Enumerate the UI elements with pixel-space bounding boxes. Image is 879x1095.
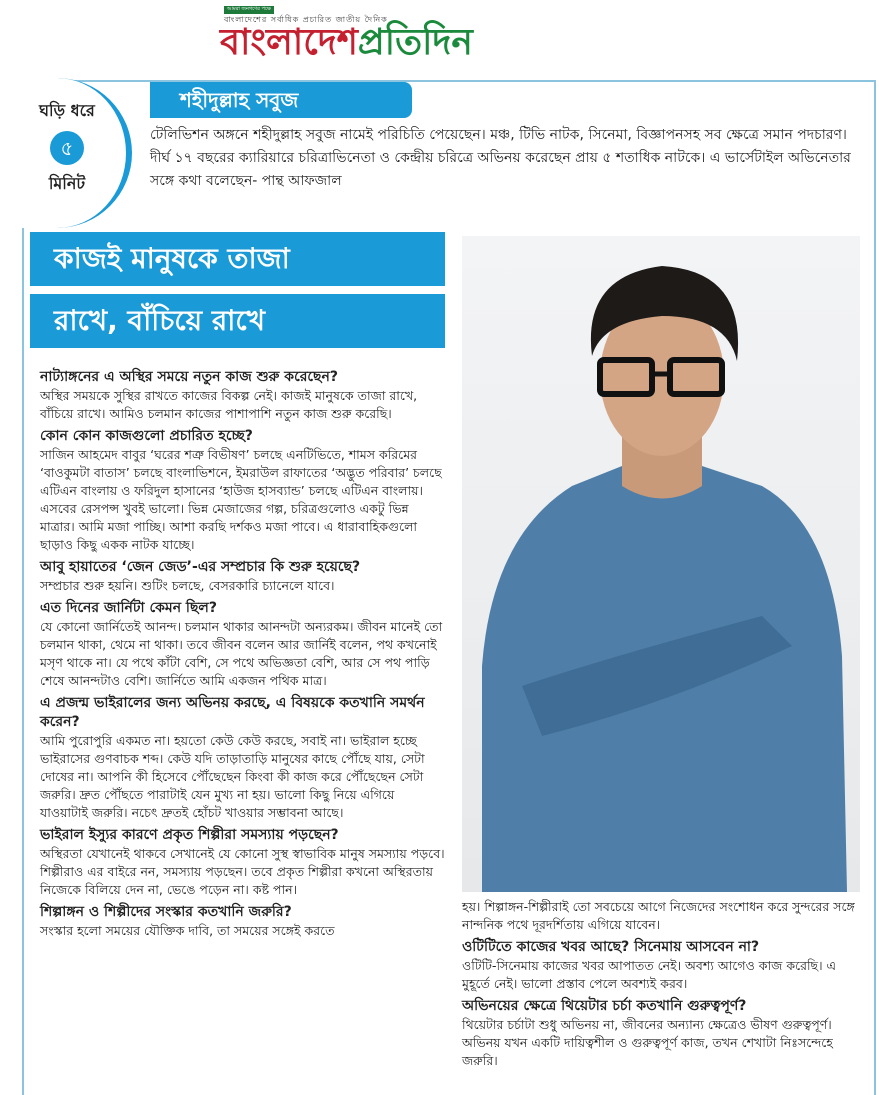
- masthead: [220, 4, 560, 66]
- question: আবু হায়াতের ‘জেন জেড’-এর সম্প্রচার কি শুরু হয়েছে?: [40, 559, 361, 575]
- newspaper-logo: [220, 20, 473, 66]
- headline: [30, 232, 445, 352]
- answer: সাজিন আহমেদ বাবুর ‘ঘরের শত্রু বিভীষণ’ চলছে এনটিভিতে, শামস করিমের ‘বাওকুমটা বাতাস’ চলছে বাংলাভিশনে, ইমরাউল রাফাতের ‘অদ্ভুত পরিবার’ চলছে এটিএন বাংলায় ও ফরিদুল হাসানের ‘হাউজ হাসব্যান্ড’ চলছে এটিএন বাংলায়। এসবের রেসপন্স খুবই ভালো। ভিন্ন মেজাজের গল্প, চরিত্রগুলোও একটু ভিন্ন মাত্রার। আমি মজা পাচ্ছি। আশা করছি দর্শকও মজা পাবে। এ ধারাবাহিকগুলো ছাড়াও কিছু একক নাটক যাচ্ছে।: [40, 447, 442, 552]
- masthead-subtitle: বাংলাদেশের সর্বাধিক প্রচারিত জাতীয় দৈনিক: [224, 15, 388, 24]
- answer: অস্থির সময়কে সুস্থির রাখতে কাজের বিকল্প নেই। কাজই মানুষকে তাজা রাখে, বাঁচিয়ে রাখে। আমিও চলমান কাজের পাশাপাশি নতুন কাজ শুরু করেছি।: [40, 388, 418, 421]
- question: শিল্পাঙ্গন ও শিল্পীদের সংস্কার কতখানি জরুরি?: [40, 904, 292, 920]
- logo-red-part: বাংলাদেশ: [220, 22, 358, 63]
- answer: থিয়েটার চর্চাটা শুধু অভিনয় না, জীবনের অন্যান্য ক্ষেত্রেও ভীষণ গুরুত্বপূর্ণ। অভিনয় যখন একটি দায়িত্বশীল ও গুরুত্বপূর্ণ কাজ, তখন শেখাটা নিঃসন্দেহে জরুরি।: [462, 1017, 833, 1068]
- headline-line: রাখে, বাঁচিয়ে রাখে: [30, 294, 445, 348]
- question: কোন কোন কাজগুলো প্রচারিত হচ্ছে?: [40, 428, 253, 444]
- question: নাট্যাঙ্গনের এ অস্থির সময়ে নতুন কাজ শুরু করেছেন?: [40, 369, 338, 385]
- badge-number: ৫: [50, 131, 84, 165]
- question: এ প্রজন্ম ভাইরালের জন্য অভিনয় করছে, এ বিষয়কে কতখানি সমর্থন করেন?: [40, 695, 425, 730]
- logo-green-part: প্রতিদিন: [357, 22, 473, 63]
- qa-item: [40, 694, 445, 822]
- badge-bottom: মিনিট: [48, 174, 86, 193]
- qa-item: [40, 599, 445, 690]
- qa-item: [40, 826, 445, 899]
- right-column: [462, 898, 862, 1070]
- headline-line: কাজই মানুষকে তাজা: [30, 232, 445, 286]
- interviewee-name: শহীদুল্লাহ সবুজ: [150, 82, 412, 118]
- qa-item: [462, 938, 862, 993]
- question: ভাইরাল ইস্যুর কারণে প্রকৃত শিল্পীরা সমস্যায় পড়ছেন?: [40, 827, 339, 843]
- answer: অস্থিরতা যেখানেই থাকবে সেখানেই যে কোনো সুস্থ স্বাভাবিক মানুষ সমস্যায় পড়বে। শিল্পীরাও এর বাইরে নন, সমস্যায় পড়ছেন। তবে প্রকৃত শিল্পীরা কখনো অস্থিরতায় নিজেকে বিলিয়ে দেন না, ভেঙে পড়েন না। কষ্ট পান।: [40, 846, 445, 897]
- qa-item: [462, 997, 862, 1070]
- answer: যে কোনো জার্নিতেই আনন্দ। চলমান থাকার আনন্দটা অন্যরকম। জীবন মানেই তো চলমান থাকা, থেমে না থাকা। তবে জীবন বলেন আর জার্নিই বলেন, পথ কখনোই মসৃণ থাকে না। যে পথে কাঁটা বেশি, সে পথে অভিজ্ঞতা বেশি, আর সে পথ পাড়ি শেষে আনন্দটাও বেশি। জার্নিতে আমি একজন পথিক মাত্র।: [40, 619, 443, 688]
- question: ওটিটিতে কাজের খবর আছে? সিনেমায় আসবেন না?: [462, 939, 760, 955]
- answer: ওটিটি-সিনেমায় কাজের খবর আপাতত নেই। অবশ্য আগেও কাজ করেছি। এ মুহূর্তে নেই। ভালো প্রস্তাব পেলে অবশ্যই করব।: [462, 958, 837, 991]
- question: অভিনয়ের ক্ষেত্রে থিয়েটার চর্চা কতখানি গুরুত্বপূর্ণ?: [462, 998, 747, 1014]
- badge-top: ঘড়ি ধরে: [39, 101, 95, 120]
- question: এত দিনের জার্নিটা কেমন ছিল?: [40, 600, 217, 616]
- answer: সম্প্রচার শুরু হয়নি। শুটিং চলছে, বেসরকারি চ্যানেলে যাবে।: [40, 578, 335, 593]
- answer: আমি পুরোপুরি একমত না। হয়তো কেউ কেউ করছে, সবাই না। ভাইরাল হচ্ছে ভাইরাসের গুণবাচক শব্দ। কেউ যদি তাড়াতাড়ি মানুষের কাছে পৌঁছে যায়, সেটা দোষের না। আপনি কী হিসেবে পৌঁছেছেন কিংবা কী কাজ করে পৌঁছেছেন সেটা জরুরি। দ্রুত পৌঁছতে পারাটাই যেন মুখ্য না হয়। ভালো কিছু নিয়ে এগিয়ে যাওয়াটাই জরুরি। নচেৎ দ্রুতই হোঁচট খাওয়ার সম্ভাবনা আছে।: [40, 733, 425, 820]
- masthead-tagline: আমরা জনগণের পক্ষে: [224, 6, 274, 14]
- intro-text: টেলিভিশন অঙ্গনে শহীদুল্লাহ সবুজ নামেই পরিচিতি পেয়েছেন। মঞ্চ, টিভি নাটক, সিনেমা, বিজ্ঞাপনসহ সব ক্ষেত্রে সমান পদচারণ। দীর্ঘ ১৭ বছরের ক্যারিয়ারে চরিত্রাভিনেতা ও কেন্দ্রীয় চরিত্রে অভিনয় করেছেন প্রায় ৫ শতাধিক নাটকে। এ ভার্সেটাইল অভিনেতার সঙ্গে কথা বলেছেন- পান্থ আফজাল: [150, 127, 851, 189]
- portrait-photo: [462, 236, 860, 892]
- qa-item: [40, 368, 445, 423]
- left-column: [40, 364, 445, 940]
- qa-item: [40, 903, 445, 940]
- answer-continuation: হয়। শিল্পাঙ্গন-শিল্পীরাই তো সবচেয়ে আগে নিজেদের সংশোধন করে সুন্দরের সঙ্গে নান্দনিক পথে দূরদর্শিতায় এগিয়ে যাবেন।: [462, 899, 855, 932]
- qa-item: [40, 558, 445, 595]
- qa-item: [40, 427, 445, 554]
- answer: সংস্কার হলো সময়ের যৌক্তিক দাবি, তা সময়ের সঙ্গেই করতে: [40, 923, 335, 938]
